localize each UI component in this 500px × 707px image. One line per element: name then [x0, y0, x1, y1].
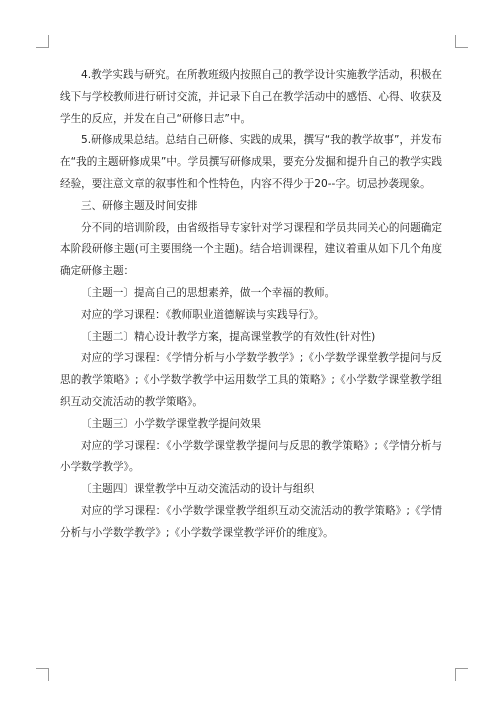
theme-four-courses: 对应的学习课程：《小学数学课堂教学组织互动交流活动的教学策略》;《学情分析与小学数学教学》;《小学数学课堂教学评价的维度》。 [60, 504, 442, 539]
theme-three: 〔主题三〕小学数学课堂教学提问效果 [81, 417, 262, 430]
crop-mark-top-left [36, 35, 49, 48]
crop-mark-top-right [455, 35, 468, 48]
document-body [60, 65, 442, 545]
paragraph-summary: 5.研修成果总结。总结自己研修、实践的成果，撰写“我的教学故事”，并发布在“我的主题研修成果”中。学员撰写研修成果，要充分发掘和提升自己的教学实践经验，要注意文章的叙事性和个性特色，内容不得少于20--字。切忌抄袭现象。 [60, 134, 442, 190]
crop-mark-bottom-right [455, 668, 468, 681]
paragraph-theme-intro: 分不同的培训阶段，由省级指导专家针对学习课程和学员共同关心的问题确定本阶段研修主题(可主要围绕一个主题)。结合培训课程，建议着重从如下几个角度确定研修主题： [60, 221, 442, 278]
theme-one: 〔主题一〕提高自己的思想素养，做一个幸福的教师。 [81, 286, 336, 299]
section-heading-themes: 三、研修主题及时间安排 [81, 199, 198, 212]
theme-three-courses: 对应的学习课程：《小学数学课堂教学提问与反思的教学策略》;《学情分析与小学数学教学》。 [60, 439, 442, 474]
theme-one-courses: 对应的学习课程：《教师职业道德解读与实践导行》。 [81, 308, 325, 321]
theme-two: 〔主题二〕精心设计教学方案，提高课堂教学的有效性(针对性) [81, 330, 376, 343]
theme-two-courses: 对应的学习课程：《学情分析与小学数学教学》;《小学数学课堂教学提问与反思的教学策略》;《小学数学教学中运用数学工具的策略》;《小学数学课堂教学组织互动交流活动的教学策略》。 [60, 352, 442, 408]
paragraph-teaching-practice: 4.教学实践与研究。在所教班级内按照自己的教学设计实施教学活动，积极在线下与学校教师进行研讨交流，并记录下自己在教学活动中的感悟、心得、收获及学生的反应，并发在自己“研修日志”中。 [60, 69, 442, 125]
crop-mark-bottom-left [36, 668, 49, 681]
theme-four: 〔主题四〕课堂教学中互动交流活动的设计与组织 [81, 483, 315, 496]
